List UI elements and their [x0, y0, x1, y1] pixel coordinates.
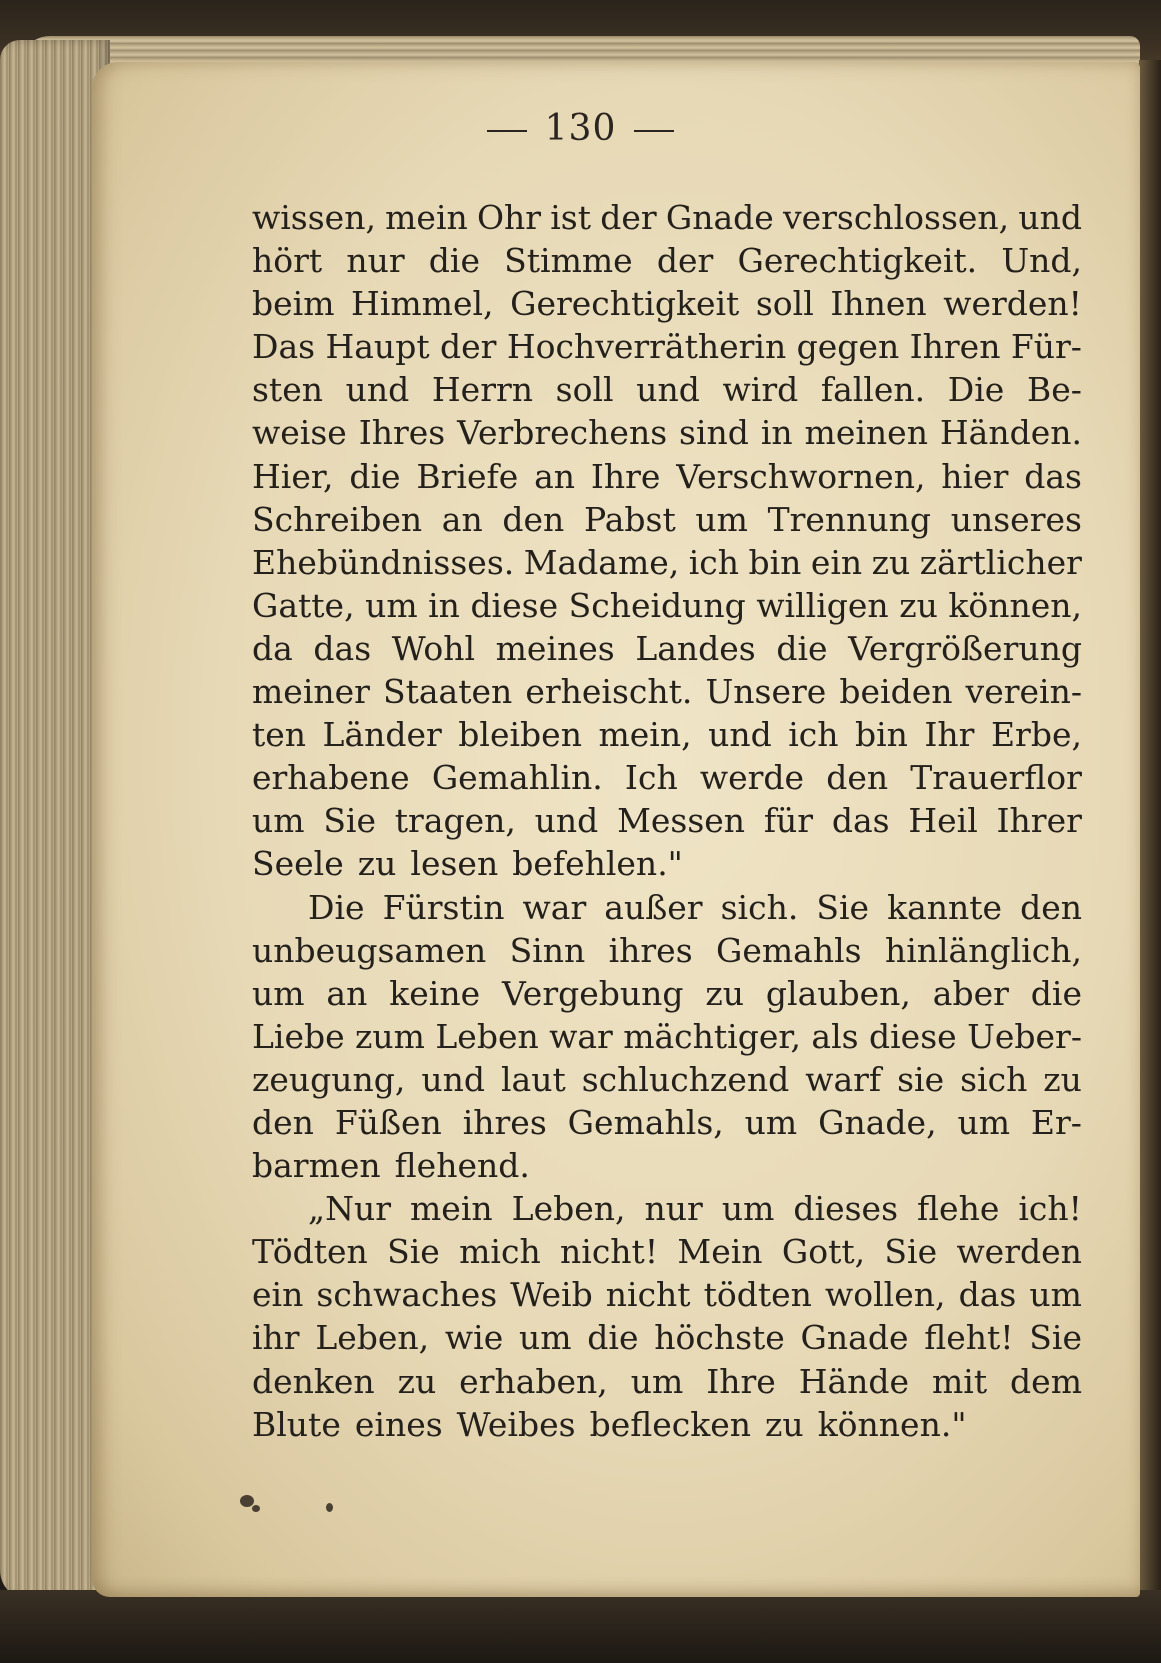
word: Sie	[816, 887, 870, 927]
word: um	[721, 1189, 775, 1229]
word: glauben,	[765, 973, 911, 1013]
word: mächtiger,	[623, 1016, 802, 1056]
word: barmen	[252, 1146, 381, 1186]
word: für	[763, 801, 814, 841]
word: da	[252, 628, 293, 668]
word: diese	[868, 1016, 957, 1056]
word: beflecken	[589, 1404, 752, 1444]
word: können,	[948, 585, 1082, 625]
word: ist	[550, 198, 592, 237]
word: Liebe	[252, 1016, 345, 1056]
word: zu	[899, 585, 938, 625]
word: Trennung	[767, 499, 932, 539]
word: um	[695, 499, 748, 539]
word: willigen	[756, 585, 889, 625]
text-line	[252, 196, 1082, 239]
word: sie	[897, 1059, 945, 1099]
word: Seele	[252, 844, 344, 884]
word: der	[439, 327, 497, 367]
word: an	[534, 456, 576, 496]
word: Schreiben	[252, 499, 423, 539]
word: Himmel,	[351, 284, 494, 324]
word: Gemahls,	[567, 1102, 724, 1142]
text-line	[252, 713, 1082, 756]
book-cover-bottom	[0, 1590, 1161, 1663]
word: um	[1029, 1275, 1082, 1315]
text-line	[252, 1403, 1082, 1446]
word: als	[811, 1016, 859, 1056]
text-line	[252, 627, 1082, 670]
word: Briefe	[416, 456, 519, 496]
word: Die	[308, 887, 365, 927]
word: das	[831, 801, 890, 841]
word: Tödten	[252, 1232, 368, 1272]
word: Scheidung	[568, 585, 746, 625]
text-line	[252, 1058, 1082, 1101]
word: um	[365, 585, 418, 625]
word: um	[957, 1102, 1011, 1142]
word: nicht!	[560, 1232, 659, 1272]
word: erhabene	[252, 758, 410, 798]
word: bin	[748, 542, 802, 582]
word: Blute	[252, 1404, 341, 1444]
word: wird	[722, 370, 799, 410]
word: und	[708, 715, 772, 755]
word: Haupt	[325, 327, 430, 367]
word: unseres	[950, 499, 1082, 539]
word: befehlen."	[512, 844, 683, 884]
word: Gemahls	[715, 930, 862, 970]
word: Ich	[624, 758, 678, 798]
word: bin	[854, 715, 908, 755]
text-line	[252, 1101, 1082, 1144]
ink-speck	[252, 1505, 260, 1512]
word: und	[421, 1059, 486, 1099]
word: Heil	[908, 801, 978, 841]
word: beiden	[839, 672, 953, 712]
word: sten	[252, 370, 323, 410]
word: schluchzend	[581, 1059, 790, 1099]
word: sich	[960, 1059, 1028, 1099]
word: Ihres	[358, 413, 446, 453]
word: Sinn	[509, 930, 586, 970]
word: den	[252, 1102, 314, 1142]
word: ihres	[462, 1102, 547, 1142]
word: Fürstin	[382, 887, 505, 927]
word: den	[502, 499, 565, 539]
word: um	[630, 1361, 684, 1401]
word: Wohl	[391, 628, 476, 668]
word: ein	[810, 542, 863, 582]
word: Ihre	[706, 1361, 776, 1401]
word: weise	[252, 413, 347, 453]
word: werden	[956, 1232, 1082, 1272]
word: meines	[495, 628, 615, 668]
word: werde	[699, 758, 805, 798]
word: Hochverrätherin	[506, 327, 787, 367]
word: Sie	[1029, 1318, 1082, 1358]
word: Sie	[387, 1232, 440, 1272]
word: unbeugsamen	[252, 930, 487, 970]
word: können."	[817, 1404, 967, 1444]
word: fallen.	[820, 370, 926, 410]
word: das	[313, 628, 372, 668]
word: hinlänglich,	[884, 930, 1082, 970]
word: flehend.	[394, 1146, 530, 1186]
word: laut	[501, 1059, 566, 1099]
word: Herrn	[431, 370, 534, 410]
word: Gerechtigkeit.	[737, 241, 978, 281]
word: Leben,	[315, 1318, 430, 1358]
word: tragen,	[394, 801, 516, 841]
word: sich.	[720, 887, 799, 927]
word: beim	[252, 284, 335, 324]
text-line	[252, 1360, 1082, 1403]
word: Gemahlin.	[431, 758, 603, 798]
word: sind	[679, 413, 749, 453]
text-line	[252, 886, 1082, 929]
text-line	[252, 584, 1082, 627]
word: Er-	[1030, 1102, 1082, 1142]
text-line	[252, 756, 1082, 799]
word: Ehebündnisses.	[252, 542, 515, 582]
word: ihres	[608, 930, 693, 970]
word: der	[656, 241, 714, 281]
word: und	[534, 801, 599, 841]
text-line	[252, 498, 1082, 541]
text-line	[252, 842, 1082, 885]
word: diese	[470, 585, 559, 625]
word: mein	[385, 198, 468, 237]
word: Sie	[323, 801, 377, 841]
word: die	[349, 456, 401, 496]
word: warf	[805, 1059, 882, 1099]
word: mich	[459, 1232, 541, 1272]
word: dem	[1010, 1361, 1082, 1401]
word: meiner	[252, 672, 370, 712]
word: das	[1024, 456, 1082, 496]
word: Ihre	[590, 456, 661, 496]
word: um	[252, 973, 305, 1013]
word: Ihr	[924, 715, 975, 755]
word: Gatte,	[252, 585, 355, 625]
word: zu	[871, 542, 911, 582]
ink-speck	[326, 1503, 333, 1512]
text-line	[252, 1273, 1082, 1316]
text-line	[252, 1316, 1082, 1359]
word: aber	[932, 973, 1009, 1013]
text-line	[252, 799, 1082, 842]
word: zu	[1043, 1059, 1082, 1099]
text-line	[252, 1144, 1082, 1187]
ink-speck	[240, 1495, 254, 1507]
word: außer	[604, 887, 703, 927]
word: in	[428, 585, 460, 625]
word: Unsere	[705, 672, 827, 712]
word: zu	[765, 1404, 804, 1444]
word: Gnade	[665, 198, 774, 237]
word: Ihren	[909, 327, 1001, 367]
word: war	[549, 1016, 613, 1056]
word: erheischt.	[525, 672, 693, 712]
word: wollen,	[825, 1275, 946, 1315]
word: die	[428, 241, 480, 281]
word: und	[1018, 198, 1082, 237]
word: hört	[252, 241, 323, 281]
word: um	[744, 1102, 798, 1142]
word: Hände	[798, 1361, 910, 1401]
word: Ihnen	[830, 284, 927, 324]
body-text	[252, 196, 1082, 1446]
word: nur	[346, 241, 405, 281]
text-line	[252, 368, 1082, 411]
word: meinen	[804, 413, 928, 453]
text-line	[252, 1187, 1082, 1230]
text-line	[252, 411, 1082, 454]
word: hier	[941, 456, 1009, 496]
word: Füßen	[334, 1102, 442, 1142]
word: ich!	[1018, 1189, 1082, 1229]
word: Das	[252, 327, 316, 367]
word: Messen	[617, 801, 746, 841]
word: Leben,	[511, 1189, 626, 1229]
word: und	[345, 370, 410, 410]
word: soll	[555, 370, 614, 410]
word: mein	[410, 1189, 493, 1229]
word: Verschwornen,	[676, 456, 926, 496]
word: höchste	[654, 1318, 785, 1358]
word: Pabst	[583, 499, 676, 539]
word: denken	[252, 1361, 375, 1401]
word: ten	[252, 715, 307, 755]
page-right-edge	[1139, 60, 1161, 1600]
word: um	[252, 801, 305, 841]
word: Ueber-	[967, 1016, 1082, 1056]
word: keine	[389, 973, 481, 1013]
word: den	[826, 758, 889, 798]
word: Erbe,	[990, 715, 1082, 755]
word: die	[776, 628, 828, 668]
text-line	[252, 929, 1082, 972]
text-line	[252, 282, 1082, 325]
word: bleiben	[458, 715, 582, 755]
word: Länder	[322, 715, 442, 755]
word: zeugung,	[252, 1059, 406, 1099]
word: lesen	[410, 844, 499, 884]
word: Weib	[510, 1275, 593, 1315]
word: „Nur	[308, 1189, 391, 1229]
word: verschlossen,	[782, 198, 1010, 237]
text-line	[252, 239, 1082, 282]
word: dieses	[793, 1189, 899, 1229]
word: Stimme	[504, 241, 633, 281]
word: ihr	[252, 1318, 300, 1358]
word: zärtlicher	[919, 542, 1082, 582]
word: Und,	[1001, 241, 1082, 281]
word: ich	[688, 542, 740, 582]
page-number-header	[0, 108, 1161, 149]
word: um	[518, 1318, 572, 1358]
text-line	[252, 325, 1082, 368]
page-number: 130	[544, 108, 617, 149]
word: ich	[788, 715, 839, 755]
word: Für-	[1010, 327, 1082, 367]
word: flehe	[917, 1189, 1000, 1229]
word: Ihrer	[996, 801, 1082, 841]
word: in	[760, 413, 793, 453]
word: Vergrößerung	[848, 628, 1082, 668]
word: Verbrechens	[457, 413, 668, 453]
word: Be-	[1026, 370, 1082, 410]
word: Mein	[677, 1232, 763, 1272]
word: gegen	[796, 327, 900, 367]
word: Leben	[435, 1016, 539, 1056]
word: Vergebung	[501, 973, 684, 1013]
word: ein	[252, 1275, 304, 1315]
word: eines	[354, 1404, 443, 1444]
word: mit	[932, 1361, 988, 1401]
word: Trauerflor	[910, 758, 1082, 798]
word: erhaben,	[459, 1361, 608, 1401]
word: Gnade,	[818, 1102, 937, 1142]
word: wie	[444, 1318, 504, 1358]
word: soll	[755, 284, 814, 324]
word: Gerechtigkeit	[510, 284, 740, 324]
header-dash-left	[487, 130, 527, 132]
word: an	[441, 499, 483, 539]
word: Madame,	[523, 542, 680, 582]
header-dash-right	[634, 130, 674, 132]
word: Die	[947, 370, 1005, 410]
word: zum	[355, 1016, 425, 1056]
word: zu	[357, 844, 397, 884]
word: die	[1030, 973, 1082, 1013]
word: zu	[397, 1361, 437, 1401]
word: der	[600, 198, 657, 237]
word: werden!	[943, 284, 1082, 324]
text-line	[252, 1015, 1082, 1058]
word: Gnade	[800, 1318, 909, 1358]
text-line	[252, 455, 1082, 498]
word: Weibes	[456, 1404, 576, 1444]
word: Hier,	[252, 456, 334, 496]
word: den	[1020, 887, 1082, 927]
word: fleht!	[924, 1318, 1014, 1358]
word: zu	[705, 973, 745, 1013]
word: mein,	[598, 715, 692, 755]
word: und	[636, 370, 700, 410]
text-line	[252, 1230, 1082, 1273]
word: tödten	[703, 1275, 812, 1315]
word: war	[522, 887, 587, 927]
word: nicht	[605, 1275, 691, 1315]
text-line	[252, 541, 1082, 584]
word: Ohr	[476, 198, 542, 237]
word: kannte	[887, 887, 1003, 927]
word: Gott,	[781, 1232, 866, 1272]
word: Staaten	[383, 672, 513, 712]
word: schwaches	[316, 1275, 498, 1315]
word: die	[587, 1318, 639, 1358]
word: Händen.	[939, 413, 1082, 453]
word: Sie	[884, 1232, 938, 1272]
word: das	[958, 1275, 1017, 1315]
word: Landes	[635, 628, 756, 668]
word: an	[326, 973, 368, 1013]
word: verein-	[965, 672, 1082, 712]
text-line	[252, 972, 1082, 1015]
text-line	[252, 670, 1082, 713]
word: wissen,	[252, 198, 376, 237]
word: nur	[644, 1189, 703, 1229]
